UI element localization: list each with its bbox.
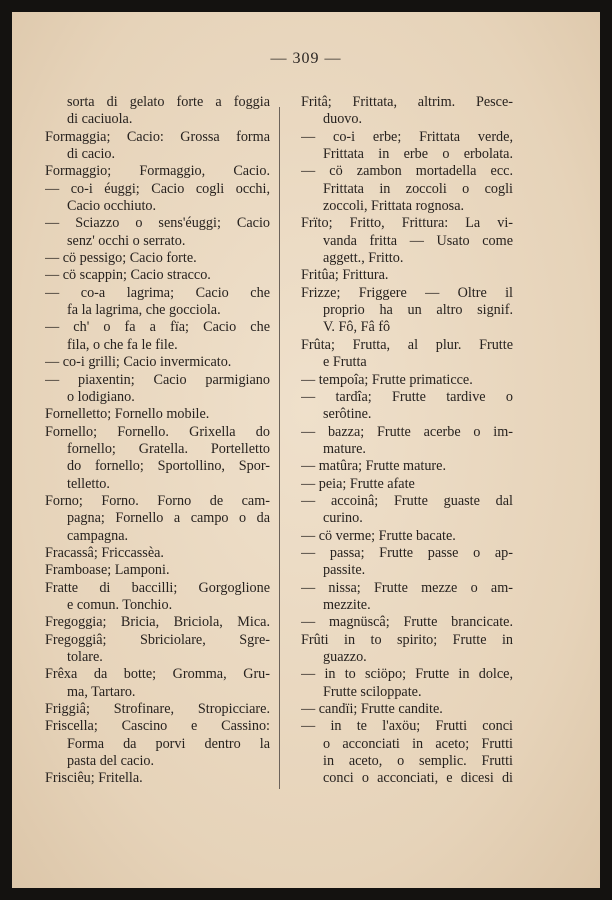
text-line: o acconciati in aceto; Frutti bbox=[323, 735, 513, 752]
text-line: Forno; Forno. Forno de cam- bbox=[45, 492, 270, 509]
text-line: Cacio occhiuto. bbox=[67, 198, 157, 215]
text-line: Fratte di baccilli; Gorgoglione bbox=[45, 579, 270, 596]
text-line: — nissa; Frutte mezze o am- bbox=[301, 579, 513, 596]
text-line: — magnüscâ; Frutte brancicate. bbox=[301, 614, 513, 631]
column-divider bbox=[279, 107, 280, 789]
text-line: fila, o che fa le file. bbox=[67, 336, 178, 353]
text-line: guazzo. bbox=[323, 649, 367, 665]
text-line: serôtine. bbox=[323, 406, 372, 423]
text-line: — cö scappin; Cacio stracco. bbox=[45, 267, 211, 284]
text-line: Fritâ; Frittata, altrim. Pesce- bbox=[301, 94, 513, 110]
text-line: vanda fritta — Usato come bbox=[323, 232, 513, 249]
text-line: — passa; Frutte passe o ap- bbox=[301, 544, 513, 561]
text-line: Frûti in to spirito; Frutte in bbox=[301, 631, 513, 648]
text-line: tolare. bbox=[67, 649, 103, 665]
text-line: proprio ha un altro signif. bbox=[323, 302, 513, 319]
text-line: do fornello; Sportollino, Spor- bbox=[67, 458, 270, 475]
text-line: senz' occhi o serrato. bbox=[67, 232, 186, 249]
text-line: Fregoggia; Bricia, Briciola, Mica. bbox=[45, 614, 270, 631]
text-line: pasta del cacio. bbox=[67, 753, 155, 770]
text-line: V. Fô, Fâ fô bbox=[323, 319, 391, 336]
text-line: — co-i éuggi; Cacio cogli occhi, bbox=[45, 180, 270, 197]
text-line: — tardîa; Frutte tardive o bbox=[301, 388, 513, 405]
text-line: di caciuola. bbox=[67, 111, 133, 128]
text-line: — co-a lagrima; Cacio che bbox=[45, 284, 270, 301]
text-line: Fracassâ; Friccassèa. bbox=[45, 544, 164, 561]
text-line: Frïto; Fritto, Frittura: La vi- bbox=[301, 215, 513, 232]
text-line: Fregoggiâ; Sbriciolare, Sgre- bbox=[45, 631, 270, 648]
text-line: ma, Tartaro. bbox=[67, 683, 136, 700]
text-line: — co-i grilli; Cacio invermicato. bbox=[45, 354, 232, 371]
text-line: Frizze; Friggere — Oltre il bbox=[301, 284, 513, 301]
text-line: zoccoli, Frittata rognosa. bbox=[323, 198, 465, 215]
text-line: Framboase; Lamponi. bbox=[45, 562, 170, 579]
text-line: mezzite. bbox=[323, 596, 371, 613]
text-line: — peia; Frutte afate bbox=[301, 475, 415, 492]
text-line: Frêxa da botte; Gromma, Gru- bbox=[45, 666, 270, 683]
text-line: — tempoîa; Frutte primaticce. bbox=[301, 371, 473, 388]
text-line: — accoinâ; Frutte guaste dal bbox=[301, 492, 513, 509]
text-line: — cö verme; Frutte bacate. bbox=[301, 527, 456, 544]
text-line: Friggiâ; Strofinare, Stropicciare. bbox=[45, 701, 270, 718]
text-line: — in te l'axöu; Frutti conci bbox=[301, 718, 513, 735]
text-line: — ch' o fa a fïa; Cacio che bbox=[45, 319, 270, 336]
text-line: campagna. bbox=[67, 527, 129, 544]
text-line: in aceto, o semplic. Frutti bbox=[323, 753, 513, 770]
text-line: — Sciazzo o sens'éuggi; Cacio bbox=[45, 215, 270, 232]
text-line: Friscella; Cascino e Cassino: bbox=[45, 718, 270, 735]
text-line: — in to sciöpo; Frutte in dolce, bbox=[301, 666, 513, 683]
text-line: — bazza; Frutte acerbe o im- bbox=[301, 423, 513, 440]
text-line: Formaggio; Formaggio, Cacio. bbox=[45, 163, 270, 180]
text-line: Frittata in zoccoli o cogli bbox=[323, 180, 513, 197]
text-line: Frutte sciloppate. bbox=[323, 683, 422, 700]
text-line: curino. bbox=[323, 510, 363, 527]
text-line: fornello; Gratella. Portelletto bbox=[67, 440, 270, 457]
text-line: — piaxentin; Cacio parmigiano bbox=[45, 371, 270, 388]
text-line: Forma da porvi dentro la bbox=[67, 735, 270, 752]
text-line: Fornello; Fornello. Grixella do bbox=[45, 423, 270, 440]
text-line: conci o acconciati, e dicesi di bbox=[323, 770, 513, 787]
book-page bbox=[12, 12, 600, 888]
text-line: mature. bbox=[323, 440, 366, 457]
text-line: — candïi; Frutte candite. bbox=[301, 701, 443, 718]
text-line: — matûra; Frutte mature. bbox=[301, 458, 446, 475]
text-line: — co-i erbe; Frittata verde, bbox=[301, 128, 513, 145]
text-line: o lodigiano. bbox=[67, 388, 135, 405]
text-line: aggett., Fritto. bbox=[323, 250, 404, 267]
page-number: — 309 — bbox=[270, 50, 342, 67]
text-line: telletto. bbox=[67, 475, 110, 492]
text-line: Fritûa; Frittura. bbox=[301, 267, 389, 284]
text-line: e Frutta bbox=[323, 354, 367, 371]
text-line: sorta di gelato forte a foggia bbox=[67, 94, 270, 110]
text-line: — cö pessigo; Cacio forte. bbox=[45, 250, 197, 267]
text-line: fa la lagrima, che gocciola. bbox=[67, 302, 221, 319]
text-line: Frittata in erbe o erbolata. bbox=[323, 146, 513, 163]
left-column bbox=[45, 94, 270, 788]
text-line: Fornelletto; Fornello mobile. bbox=[45, 406, 210, 423]
text-line: duovo. bbox=[323, 111, 363, 128]
text-line: di cacio. bbox=[67, 146, 116, 163]
right-column bbox=[301, 94, 513, 788]
text-line: Frisciêu; Fritella. bbox=[45, 770, 143, 787]
text-line: Frûta; Frutta, al plur. Frutte bbox=[301, 336, 513, 353]
text-line: pagna; Fornello a campo o da bbox=[67, 510, 270, 527]
text-line: passite. bbox=[323, 562, 366, 579]
text-line: Formaggia; Cacio: Grossa forma bbox=[45, 128, 270, 145]
text-line: — cö zambon mortadella ecc. bbox=[301, 163, 513, 180]
text-line: e comun. Tonchio. bbox=[67, 596, 173, 613]
